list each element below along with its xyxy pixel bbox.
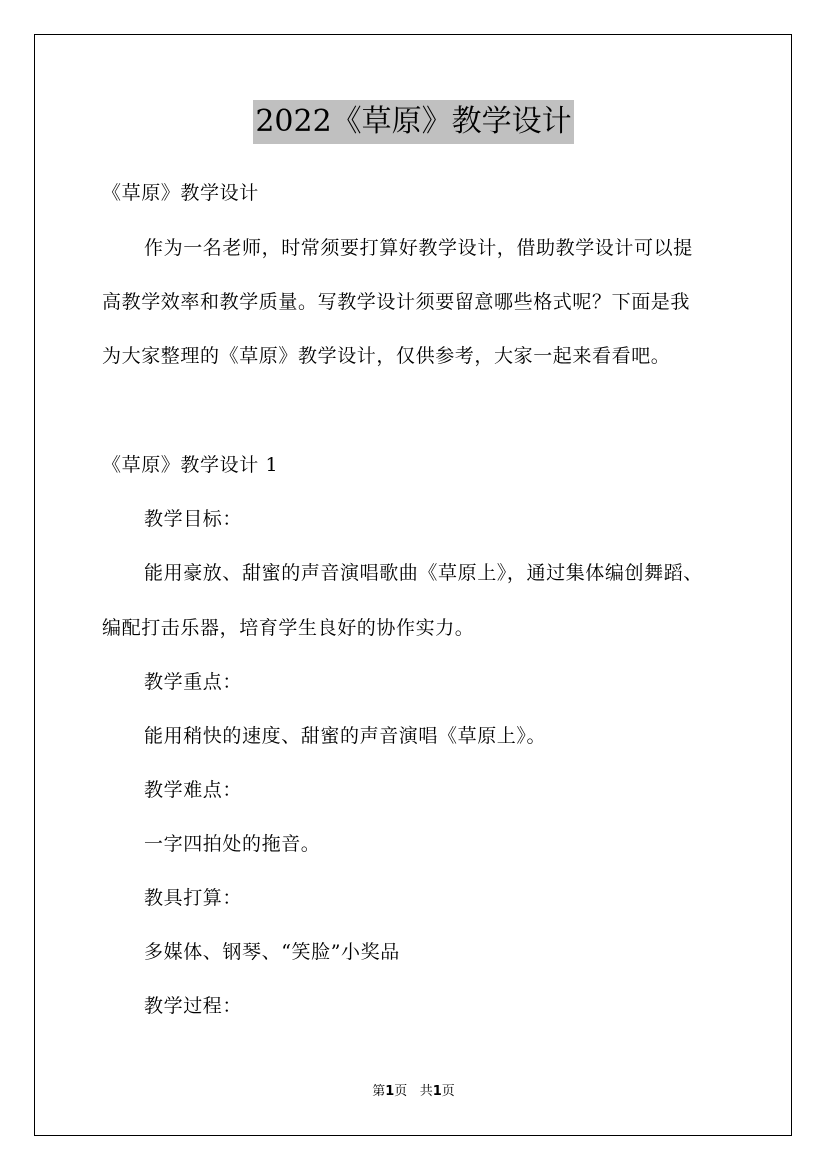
- footer-page-prefix: 第: [372, 1084, 386, 1099]
- footer-total-number: 1: [432, 1084, 442, 1099]
- document-subtitle: 《草原》教学设计: [102, 182, 259, 204]
- document-title: 2022《草原》教学设计: [253, 100, 573, 144]
- footer-page-unit: 页: [394, 1084, 408, 1099]
- footer-page-number: 1: [385, 1084, 395, 1099]
- footer-total-unit: 页: [441, 1084, 455, 1099]
- process-label: 教学过程：: [144, 995, 243, 1017]
- goal-text-line-2: 编配打击乐器，培育学生良好的协作实力。: [102, 617, 475, 639]
- intro-line-2: 高教学效率和教学质量。写教学设计须要留意哪些格式呢？下面是我: [102, 291, 691, 313]
- section-heading: 《草原》教学设计 1: [102, 454, 279, 476]
- intro-line-3: 为大家整理的《草原》教学设计，仅供参考，大家一起来看看吧。: [102, 345, 671, 367]
- focus-label: 教学重点：: [144, 671, 243, 693]
- tools-text: 多媒体、钢琴、“笑脸”小奖品: [144, 941, 400, 963]
- goal-text-line-1: 能用豪放、甜蜜的声音演唱歌曲《草原上》，通过集体编创舞蹈、: [144, 562, 703, 584]
- intro-line-1: 作为一名老师，时常须要打算好教学设计，借助教学设计可以提: [144, 237, 693, 259]
- difficulty-label: 教学难点：: [144, 779, 243, 801]
- page-footer: [0, 1083, 827, 1101]
- focus-text: 能用稍快的速度、甜蜜的声音演唱《草原上》。: [144, 725, 547, 747]
- footer-total-prefix: 共: [419, 1084, 433, 1099]
- goal-label: 教学目标：: [144, 508, 243, 530]
- difficulty-text: 一字四拍处的拖音。: [144, 833, 321, 855]
- title-wrap: [0, 100, 827, 144]
- tools-label: 教具打算：: [144, 887, 243, 909]
